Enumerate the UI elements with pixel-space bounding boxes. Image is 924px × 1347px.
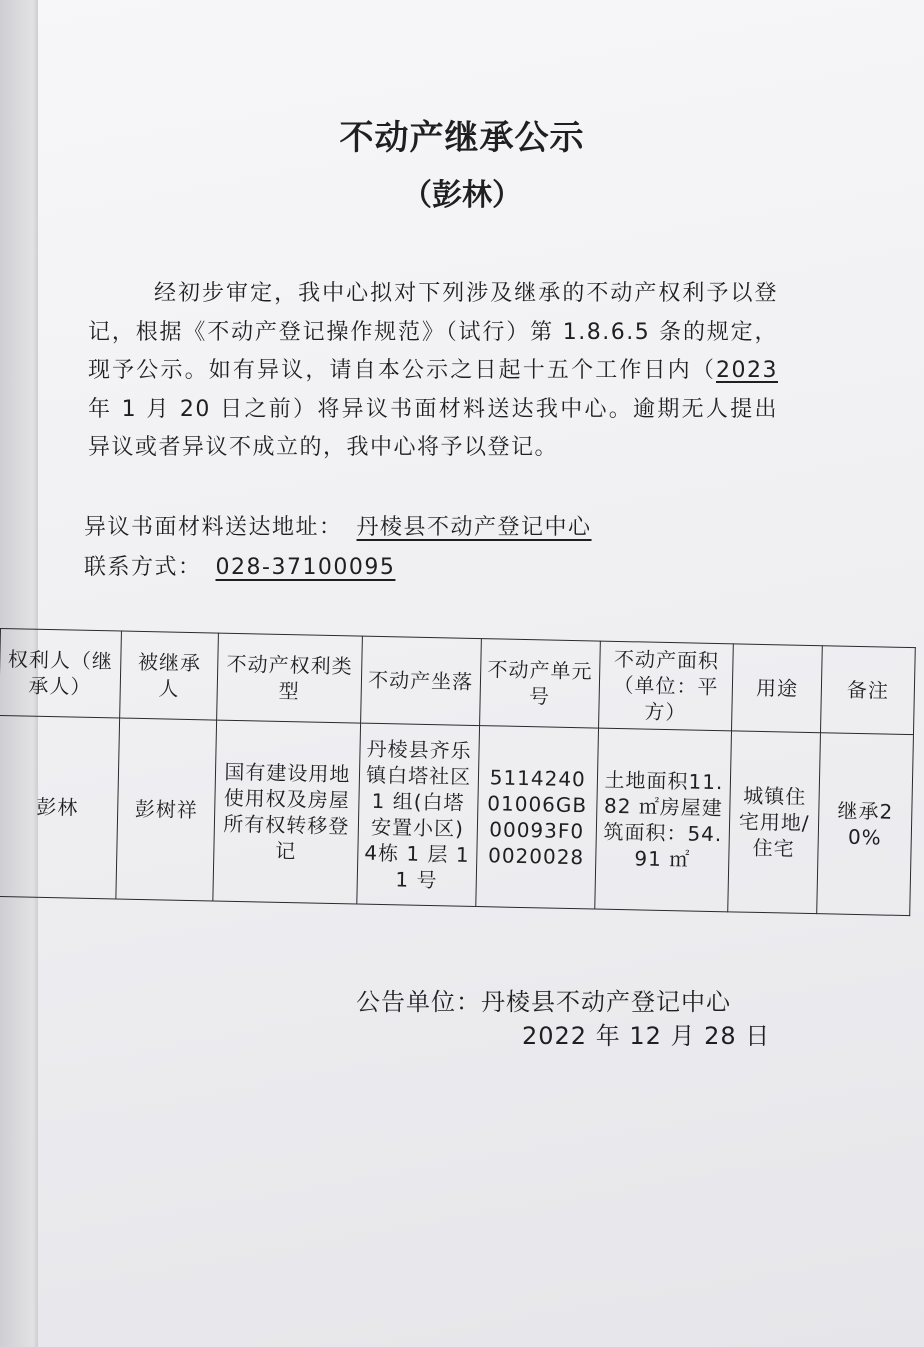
header-unit-number: 不动产单元号 <box>479 639 600 728</box>
contact-line <box>84 550 395 581</box>
address-label: 异议书面材料送达地址： <box>84 515 343 540</box>
cell-right-type: 国有建设用地使用权及房屋所有权转移登记 <box>213 720 360 904</box>
deadline-date-rest: 年 1 月 20 日之前） <box>88 396 318 422</box>
deadline-year: 2023 <box>716 358 778 383</box>
header-right-type: 不动产权利类型 <box>217 633 362 723</box>
issue-date: 2022 年 12 月 28 日 <box>522 1022 771 1050</box>
notice-title: 不动产继承公示 <box>339 118 585 158</box>
table-row <box>0 715 913 915</box>
body-text-1: 经初步审定，我中心拟对下列涉及继承的不动产权利予以登记，根据《不动产登记操作规范》（试行）第 1.8.6.5 条的规定，现予公示。如有异议，请自本公示之日起十五个工作日内（ <box>88 281 778 383</box>
property-table <box>0 628 916 916</box>
notice-subtitle: （彭林） <box>402 178 522 213</box>
notice-body <box>88 275 778 468</box>
cell-decedent: 彭树祥 <box>116 718 217 901</box>
header-location: 不动产坐落 <box>360 636 481 725</box>
contact-value: 028-37100095 <box>215 555 396 580</box>
header-area: 不动产面积（单位：平方） <box>598 641 733 731</box>
cell-unit-number: 511424001006GB00093F00020028 <box>475 726 598 909</box>
address-line <box>84 510 592 541</box>
body-text-2: 将异议书面材料送达我中心。逾期无人提出异议或者异议不成立的，我中心将予以登记。 <box>88 396 778 460</box>
header-decedent: 被继承人 <box>120 631 219 720</box>
cell-heir: 彭林 <box>0 715 120 898</box>
header-heir: 权利人（继承人） <box>0 629 122 719</box>
issuer-line: 公告单位：丹棱县不动产登记中心 <box>356 988 731 1016</box>
contact-label: 联系方式： <box>84 555 202 580</box>
header-usage: 用途 <box>732 644 823 733</box>
header-remarks: 备注 <box>821 646 916 735</box>
address-value: 丹棱县不动产登记中心 <box>356 515 592 540</box>
cell-area: 土地面积11.82 ㎡房屋建筑面积：54.91 ㎡ <box>595 728 732 912</box>
cell-remarks: 继承20% <box>817 733 914 916</box>
cell-usage: 城镇住宅用地/住宅 <box>728 731 821 914</box>
cell-location: 丹棱县齐乐镇白塔社区 1 组(白塔安置小区)4栋 1 层 11 号 <box>356 723 479 906</box>
